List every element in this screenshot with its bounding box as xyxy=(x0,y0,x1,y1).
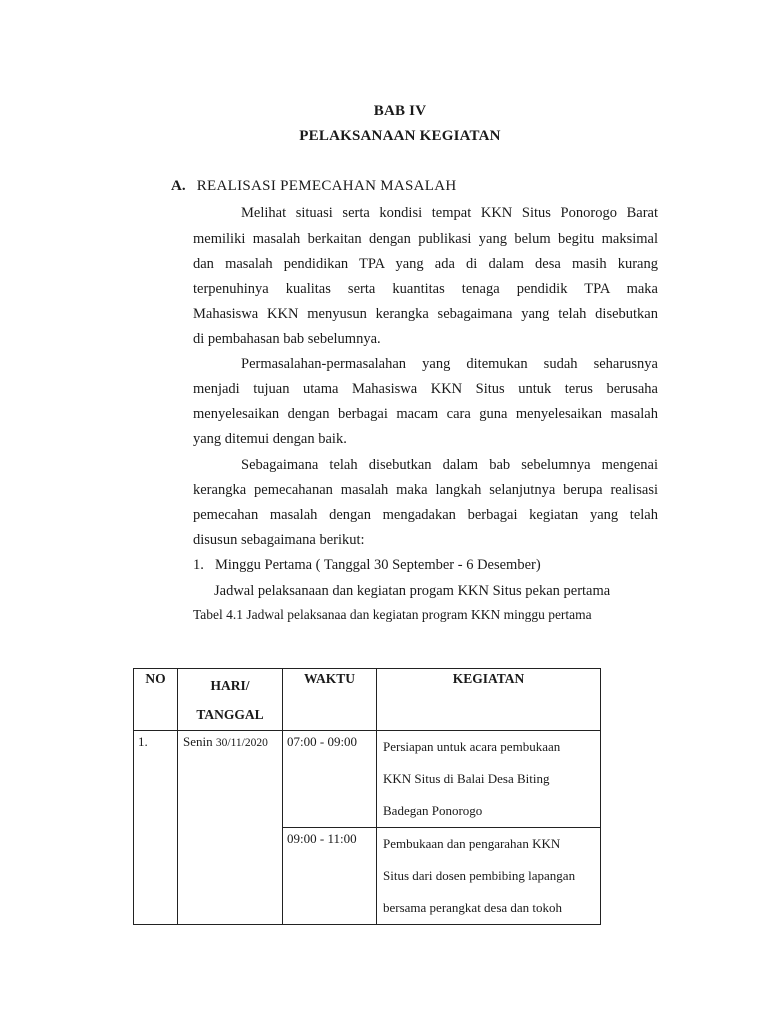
paragraph-line: kerangka pemecahanan masalah maka langkah selanjutnya berupa realisasi xyxy=(193,482,658,498)
section-heading xyxy=(171,178,457,195)
list-item xyxy=(193,556,593,574)
paragraph-line: yang ditemui dengan baik. xyxy=(193,431,347,447)
paragraph-line: menyelesaikan dengan berbagai macam cara guna menyelesaikan masalah xyxy=(193,406,658,422)
paragraph-line: terpenuhinya kualitas serta kuantitas tenaga pendidik TPA maka xyxy=(193,281,658,297)
header-waktu: WAKTU xyxy=(283,669,377,731)
schedule-intro: Jadwal pelaksanaan dan kegiatan progam KKN Situs pekan pertama xyxy=(214,583,611,599)
cell-kegiatan xyxy=(377,731,601,828)
table-header-row xyxy=(134,669,601,731)
paragraph-line: Sebagaimana telah disebutkan dalam bab sebelumnya mengenai xyxy=(241,457,658,473)
cell-no: 1. xyxy=(134,731,178,925)
section-letter: A. xyxy=(171,178,186,194)
kegiatan-line: bersama perangkat desa dan tokoh xyxy=(383,900,563,915)
table-row xyxy=(134,731,601,828)
paragraph-line: di pembahasan bab sebelumnya. xyxy=(193,331,381,347)
cell-waktu: 09:00 - 11:00 xyxy=(283,828,377,925)
cell-hari: Senin xyxy=(183,734,216,749)
paragraph-line: Permasalahan-permasalahan yang ditemukan sudah seharusnya xyxy=(241,356,658,372)
cell-hari-tanggal xyxy=(178,731,283,925)
chapter-heading: BAB IV xyxy=(373,103,427,119)
kegiatan-line: Situs dari dosen pembibing lapangan xyxy=(383,868,576,883)
paragraph-line: Mahasiswa KKN menyusun kerangka sebagaimana yang telah disebutkan xyxy=(193,306,658,322)
paragraph-line: menjadi tujuan utama Mahasiswa KKN Situs untuk terus berusaha xyxy=(193,381,658,397)
table-caption: Tabel 4.1 Jadwal pelaksanaa dan kegiatan program KKN minggu pertama xyxy=(193,607,592,622)
list-item-text: Minggu Pertama ( Tanggal 30 September - 6 Desember) xyxy=(215,557,541,573)
paragraph-line: dan masalah pendidikan TPA yang ada di dalam desa masih kurang xyxy=(193,256,658,272)
header-tanggal: TANGGAL xyxy=(196,707,264,722)
cell-kegiatan xyxy=(377,828,601,925)
kegiatan-line: KKN Situs di Balai Desa Biting xyxy=(383,771,550,786)
header-no: NO xyxy=(134,669,178,731)
paragraph-line: pemecahan masalah dengan mengadakan berbagai kegiatan yang telah xyxy=(193,507,658,523)
section-title: REALISASI PEMECAHAN MASALAH xyxy=(196,178,457,194)
kegiatan-line: Pembukaan dan pengarahan KKN xyxy=(383,836,561,851)
cell-waktu: 07:00 - 09:00 xyxy=(283,731,377,828)
list-item-number: 1. xyxy=(193,557,204,573)
header-hari-tanggal xyxy=(178,669,283,731)
chapter-title: PELAKSANAAN KEGIATAN xyxy=(299,128,501,144)
kegiatan-line: Persiapan untuk acara pembukaan xyxy=(383,739,561,754)
kegiatan-line: Badegan Ponorogo xyxy=(383,803,483,818)
cell-tanggal: 30/11/2020 xyxy=(215,737,268,749)
header-kegiatan: KEGIATAN xyxy=(377,669,601,731)
paragraph-line: disusun sebagaimana berikut: xyxy=(193,532,365,548)
paragraph-line: Melihat situasi serta kondisi tempat KKN Situs Ponorogo Barat xyxy=(241,205,658,221)
paragraph-line: memiliki masalah berkaitan dengan publikasi yang belum begitu maksimal xyxy=(193,231,658,247)
header-hari: HARI/ xyxy=(210,678,250,693)
schedule-table xyxy=(133,668,601,925)
